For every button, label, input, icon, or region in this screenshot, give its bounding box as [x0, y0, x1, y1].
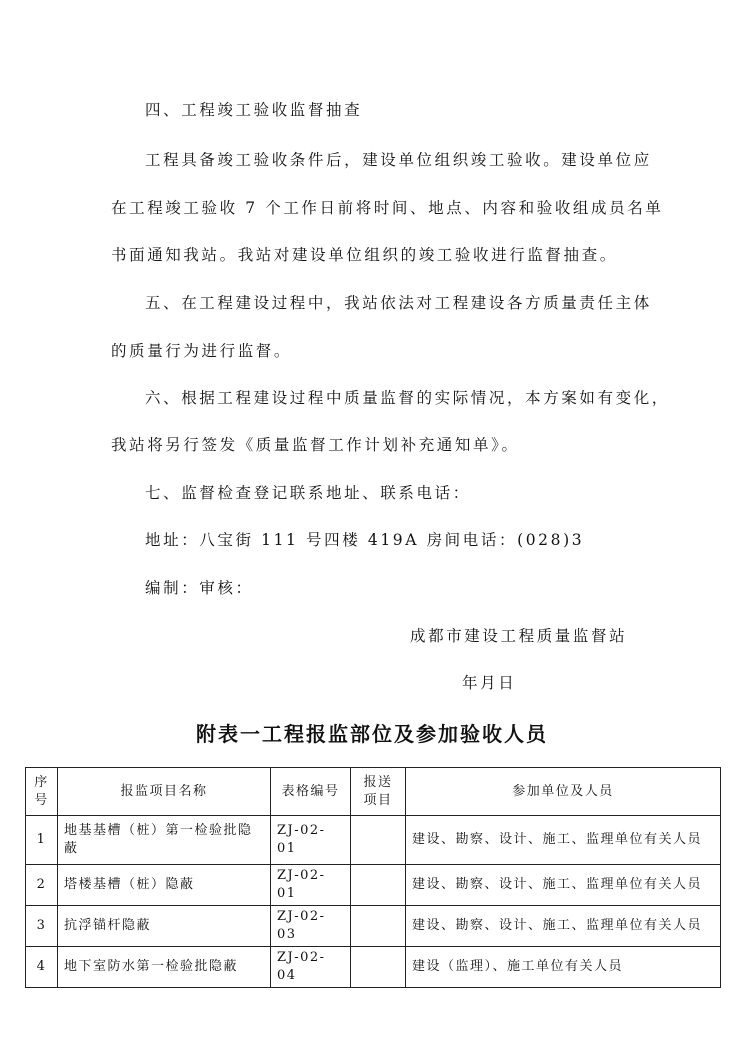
cell-form-no: ZJ-02-04: [271, 947, 351, 988]
paragraph-line: 我站将另行签发《质量监督工作计划补充通知单》。: [111, 436, 520, 454]
address-line: 地址：八宝街 111 号四楼 419A 房间电话：(028)3: [145, 531, 585, 549]
header-cell: 参加单位及人员: [406, 768, 721, 816]
cell-submit: [351, 865, 406, 906]
cell-participants: 建设、勘察、设计、施工、监理单位有关人员: [406, 906, 721, 947]
cell-index: 1: [26, 816, 58, 865]
section-heading: 四、工程竣工验收监督抽查: [145, 101, 363, 119]
table-row: [26, 906, 721, 947]
author-line: 编制：审核：: [145, 579, 254, 597]
cell-submit: [351, 906, 406, 947]
cell-participants: 建设、勘察、设计、施工、监理单位有关人员: [406, 816, 721, 865]
inspection-table: [25, 767, 721, 988]
paragraph-line: 在工程竣工验收 7 个工作日前将时间、地点、内容和验收组成员名单: [111, 199, 664, 217]
cell-item: 地下室防水第一检验批隐蔽: [58, 947, 271, 988]
cell-participants: 建设、勘察、设计、施工、监理单位有关人员: [406, 865, 721, 906]
cell-form-no: ZJ-02-01: [271, 816, 351, 865]
paragraph-line: 的质量行为进行监督。: [111, 342, 293, 360]
table-row: [26, 816, 721, 865]
cell-item: 抗浮锚杆隐蔽: [58, 906, 271, 947]
cell-index: 2: [26, 865, 58, 906]
table-title: 附表一工程报监部位及参加验收人员: [196, 722, 548, 746]
cell-form-no: ZJ-02-01: [271, 865, 351, 906]
paragraph-line: 五、在工程建设过程中，我站依法对工程建设各方质量责任主体: [145, 294, 652, 312]
paragraph-line: 七、监督检查登记联系地址、联系电话：: [145, 484, 471, 502]
cell-index: 3: [26, 906, 58, 947]
cell-index: 4: [26, 947, 58, 988]
cell-form-no: ZJ-02-03: [271, 906, 351, 947]
cell-item: 塔楼基槽（桩）隐蔽: [58, 865, 271, 906]
cell-submit: [351, 816, 406, 865]
table-header-row: [26, 768, 721, 816]
header-cell: 序号: [26, 768, 58, 816]
cell-item: 地基基槽（桩）第一检验批隐蔽: [58, 816, 271, 865]
table-row: [26, 947, 721, 988]
header-cell: 表格编号: [271, 768, 351, 816]
paragraph-line: 工程具备竣工验收条件后，建设单位组织竣工验收。建设单位应: [145, 151, 652, 169]
paragraph-line: 六、根据工程建设过程中质量监督的实际情况，本方案如有变化，: [145, 389, 670, 407]
cell-participants: 建设（监理）、施工单位有关人员: [406, 947, 721, 988]
table-row: [26, 865, 721, 906]
date: 年月日: [462, 674, 517, 692]
signature: 成都市建设工程质量监督站: [410, 627, 628, 645]
paragraph-line: 书面通知我站。我站对建设单位组织的竣工验收进行监督抽查。: [111, 246, 618, 264]
header-cell: 报监项目名称: [58, 768, 271, 816]
header-cell: 报送项目: [351, 768, 406, 816]
cell-submit: [351, 947, 406, 988]
